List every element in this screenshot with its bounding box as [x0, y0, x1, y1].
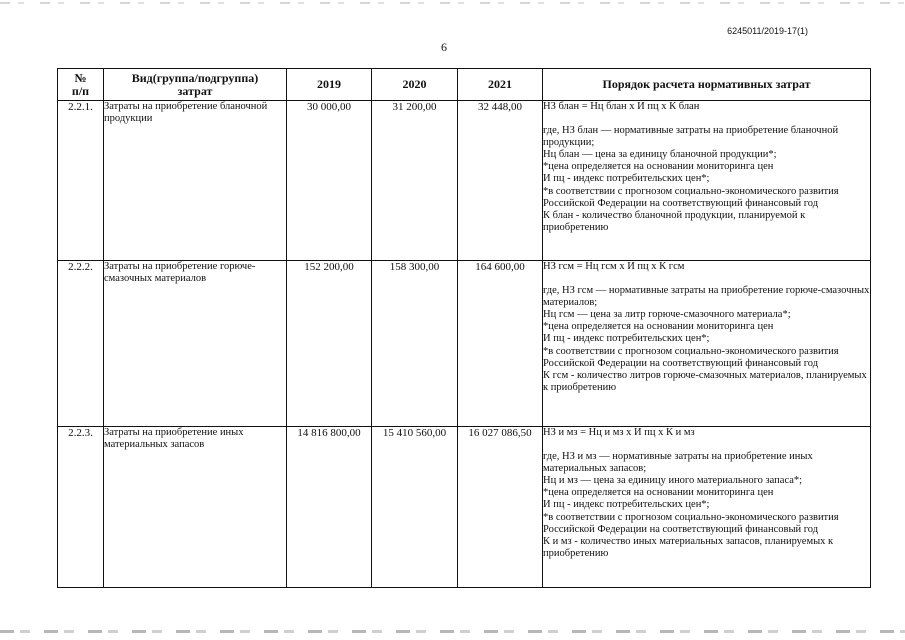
value-2019: 30 000,00: [287, 101, 372, 261]
method-line: *цена определяется на основании мониторинга цен: [543, 487, 774, 499]
method-line: И пц - индекс потребительских цен*;: [543, 173, 710, 185]
scan-edge-bottom: [0, 630, 905, 633]
header-2020: 2020: [372, 69, 458, 101]
method-line: где, НЗ и мз — нормативные затраты на приобретение иных материальных запасов;: [543, 451, 813, 475]
value-2020: 158 300,00: [372, 261, 458, 427]
method-line: К и мз - количество иных материальных запасов, планируемых к приобретению: [543, 535, 834, 559]
cost-type-name: Затраты на приобретение горюче-смазочных материалов: [104, 261, 287, 427]
header-2019: 2019: [287, 69, 372, 101]
value-2019: 14 816 800,00: [287, 427, 372, 588]
method-line: И пц - индекс потребительских цен*;: [543, 499, 710, 511]
cost-type-name: Затраты на приобретение бланочной продукции: [104, 101, 287, 261]
header-method: Порядок расчета нормативных затрат: [543, 69, 871, 101]
document-code: 6245011/2019-17(1): [727, 26, 808, 36]
method-line: И пц - индекс потребительских цен*;: [543, 333, 710, 345]
row-number: 2.2.2.: [58, 261, 104, 427]
method-line: Нц блан — цена за единицу бланочной продукции*;: [543, 149, 777, 161]
method-line: *в соответствии с прогнозом социально-экономического развития Российской Федерации на соответствующий финансовый год: [543, 185, 839, 209]
value-2021: 164 600,00: [458, 261, 543, 427]
method-line: где, НЗ гсм — нормативные затраты на приобретение горюче-смазочных материалов;: [543, 285, 870, 309]
method-line: где, НЗ блан — нормативные затраты на приобретение бланочной продукции;: [543, 125, 839, 149]
row-number: 2.2.1.: [58, 101, 104, 261]
calculation-method: [543, 101, 871, 261]
value-2021: 16 027 086,50: [458, 427, 543, 588]
method-line: Нц и мз — цена за единицу иного материального запаса*;: [543, 475, 803, 487]
table-row: [58, 427, 871, 588]
formula: НЗ и мз = Нц и мз х И пц х К и мз: [543, 427, 695, 438]
calculation-method: [543, 261, 871, 427]
scan-edge-top: [0, 2, 905, 4]
value-2019: 152 200,00: [287, 261, 372, 427]
method-line: *цена определяется на основании мониторинга цен: [543, 321, 774, 333]
method-line: *цена определяется на основании мониторинга цен: [543, 161, 774, 173]
method-line: *в соответствии с прогнозом социально-экономического развития Российской Федерации на соответствующий финансовый год: [543, 345, 839, 369]
method-line: К блан - количество бланочной продукции, планируемой к приобретению: [543, 209, 806, 233]
method-line: К гсм - количество литров горюче-смазочных материалов, планируемых к приобретению: [543, 369, 867, 393]
method-line: *в соответствии с прогнозом социально-экономического развития Российской Федерации на соответствующий финансовый год: [543, 511, 839, 535]
table-row: [58, 261, 871, 427]
value-2021: 32 448,00: [458, 101, 543, 261]
value-2020: 15 410 560,00: [372, 427, 458, 588]
method-line: Нц гсм — цена за литр горюче-смазочного материала*;: [543, 309, 791, 321]
table-row: [58, 101, 871, 261]
header-name: Вид(группа/подгруппа) затрат: [104, 69, 287, 101]
header-2021: 2021: [458, 69, 543, 101]
page-number: 6: [441, 40, 447, 54]
formula: НЗ блан = Нц блан х И пц х К блан: [543, 101, 700, 112]
header-num: № п/п: [58, 69, 104, 101]
value-2020: 31 200,00: [372, 101, 458, 261]
cost-type-name: Затраты на приобретение иных материальных запасов: [104, 427, 287, 588]
row-number: 2.2.3.: [58, 427, 104, 588]
table-header-row: [58, 69, 871, 101]
calculation-method: [543, 427, 871, 588]
cost-table: [57, 68, 871, 588]
formula: НЗ гсм = Нц гсм х И пц х К гсм: [543, 261, 685, 272]
